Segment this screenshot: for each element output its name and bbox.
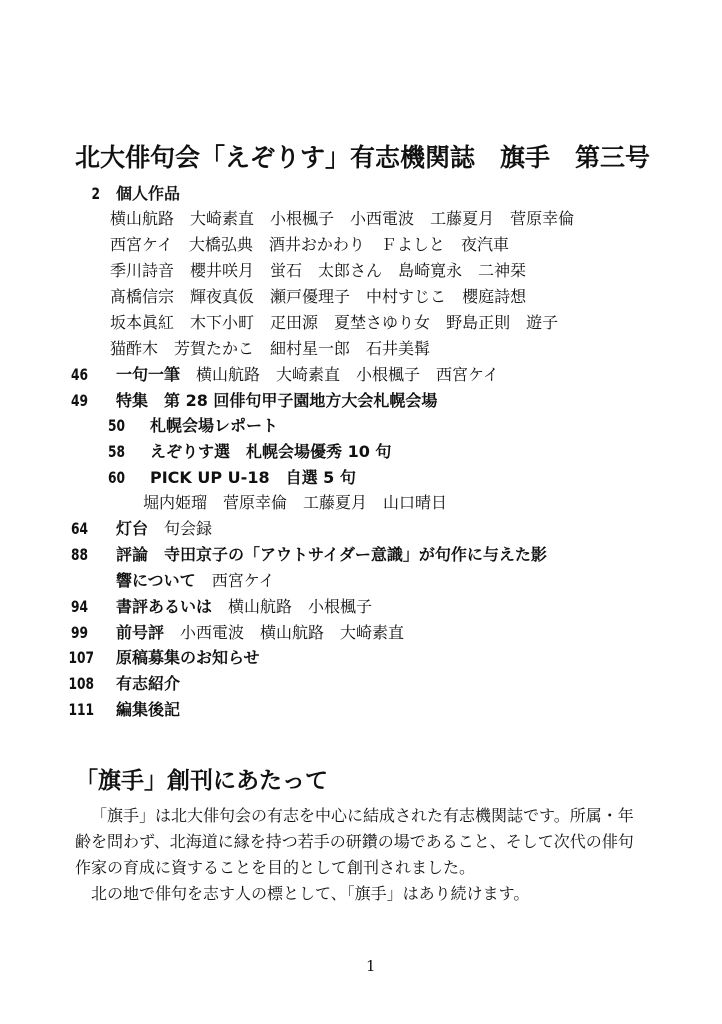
toc-page-number: 49	[70, 391, 88, 410]
paragraph: 「旗手」は北大俳句会の有志を中心に結成された有志機関誌です。所属・年齢を問わず、北海道に縁を持つ若手の研鑽の場であること、そして次代の俳句作家の育成に資することを目的として創刊されました。	[75, 806, 634, 877]
author-name: 大崎素直	[190, 209, 255, 228]
section-body	[75, 803, 645, 907]
author-name: 二神栞	[478, 261, 527, 280]
paragraph: 北の地で俳句を志す人の標として、「旗手」はあり続けます。	[91, 884, 530, 903]
author-name: 夜汽車	[460, 235, 509, 254]
toc-heading: えぞりす選 札幌会場優秀 10 句	[150, 442, 392, 461]
toc-page-number: 50	[107, 416, 125, 435]
toc-page-number: 2	[91, 184, 100, 203]
toc-page-number: 60	[107, 468, 125, 487]
toc-page-number: 88	[70, 545, 88, 564]
toc-heading: 原稿募集のお知らせ	[116, 648, 260, 667]
names-row-3	[110, 261, 526, 281]
toc-page-number: 107	[68, 648, 95, 667]
toc-heading: 一句一筆	[116, 365, 181, 384]
author-name: 蛍石	[270, 261, 303, 280]
toc-heading: 個人作品	[116, 184, 181, 203]
author-name: 石井美髯	[366, 339, 431, 358]
names-row-4	[110, 287, 526, 307]
author-name: 西宮ケイ	[110, 235, 173, 254]
author-name: 芳賀たかこ	[174, 339, 255, 358]
author-name: 野島正則	[446, 313, 511, 332]
toc-heading: 灯台	[116, 519, 149, 538]
author-name: 中村すじこ	[366, 287, 447, 306]
author-name: 島崎寛永	[398, 261, 463, 280]
toc-authors: 横山航路 小根楓子	[228, 597, 373, 616]
author-name: 猫酢木	[110, 339, 159, 358]
toc-authors: 横山航路 大崎素直 小根楓子 西宮ケイ	[196, 365, 499, 384]
toc-heading: 評論 寺田京子の「アウトサイダー意識」が句作に与えた影	[116, 545, 547, 564]
names-row-2	[110, 235, 509, 255]
toc-page-number: 99	[70, 623, 88, 642]
author-name: 小西電波	[350, 209, 415, 228]
page-number: 1	[366, 957, 376, 975]
toc-heading: 札幌会場レポート	[150, 416, 279, 435]
author-name: Ｆよしと	[380, 235, 445, 254]
author-name: 太郎さん	[318, 261, 383, 280]
author-name: 夏埜さゆり女	[334, 313, 431, 332]
toc-authors: 小西電波 横山航路 大崎素直	[180, 623, 405, 642]
toc-heading: 響について	[116, 571, 196, 590]
toc-page-number: 111	[68, 700, 95, 719]
toc-page-number: 46	[70, 365, 88, 384]
author-name: 輝夜真仮	[190, 287, 255, 306]
toc-authors: 句会録	[164, 519, 213, 538]
toc-page-number: 94	[70, 597, 88, 616]
toc-authors: 西宮ケイ	[211, 571, 275, 590]
author-name: 坂本眞紅	[110, 313, 175, 332]
author-name: 疋田源	[270, 313, 319, 332]
names-row-5	[110, 313, 558, 333]
author-name: 大橋弘典	[188, 235, 253, 254]
author-name: 小根楓子	[270, 209, 335, 228]
names-row-6	[110, 339, 430, 359]
toc-heading: PICK UP U-18 自選 5 句	[150, 468, 356, 487]
toc-heading: 前号評	[116, 623, 165, 642]
author-name: 工藤夏月	[430, 209, 495, 228]
author-name: 遊子	[526, 313, 559, 332]
document-title: 北大俳句会「えぞりす」有志機関誌 旗手 第三号	[75, 143, 651, 172]
author-name: 酒井おかわり	[268, 235, 365, 254]
author-name: 横山航路	[110, 209, 175, 228]
author-name: 木下小町	[190, 313, 255, 332]
toc-page-number: 108	[68, 674, 95, 693]
author-name: 瀬戸優理子	[270, 287, 351, 306]
toc-page-number: 64	[70, 519, 88, 538]
section-title: 「旗手」創刊にあたって	[75, 768, 328, 794]
author-name: 細村星一郎	[270, 339, 351, 358]
toc-heading: 有志紹介	[116, 674, 181, 693]
author-name: 菅原幸倫	[510, 209, 575, 228]
author-name: 髙橋信宗	[110, 287, 175, 306]
toc-page-number: 58	[107, 442, 125, 461]
author-name: 櫻庭詩想	[462, 287, 527, 306]
toc-heading: 編集後記	[116, 700, 181, 719]
toc-heading: 書評あるいは	[116, 597, 213, 616]
toc-subentry-authors: 堀内姫瑠 菅原幸倫 工藤夏月 山口晴日	[143, 493, 448, 512]
names-row-1	[110, 209, 574, 229]
author-name: 櫻井咲月	[190, 261, 255, 280]
author-name: 季川詩音	[110, 261, 175, 280]
toc-heading: 特集 第 28 回俳句甲子園地方大会札幌会場	[116, 391, 438, 410]
